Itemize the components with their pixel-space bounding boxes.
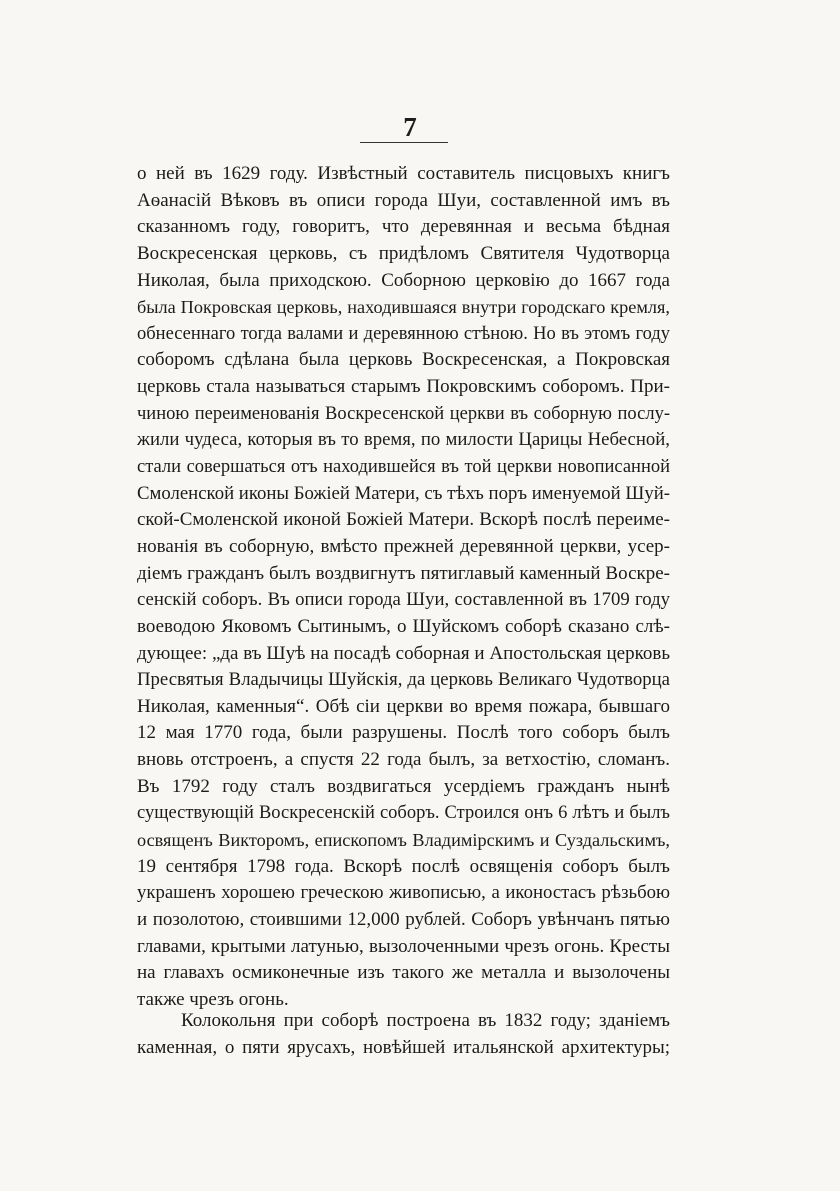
text-line: 12 мая 1770 года, были разрушены. Послѣ того соборъ былъ	[137, 722, 670, 744]
text-line: вновь отстроенъ, а спустя 22 года былъ, за ветхостію, сломанъ.	[137, 749, 670, 771]
text-line: украшенъ хорошею греческою живописью, а иконостасъ рѣзьбою	[137, 882, 670, 904]
text-line: Аѳанасій Вѣковъ въ описи города Шуи, составленной имъ въ	[137, 189, 670, 211]
paragraph-1	[137, 161, 670, 1014]
text-line: главами, крытыми латунью, вызолоченными чрезъ огонь. Кресты	[137, 935, 670, 957]
text-line: 19 сентября 1798 года. Вскорѣ послѣ освященія соборъ былъ	[137, 855, 670, 877]
page-number-rule	[360, 142, 448, 143]
text-line: сенскій соборъ. Въ описи города Шуи, составленной въ 1709 году	[137, 589, 670, 611]
text-line: Въ 1792 году сталъ воздвигаться усердіемъ гражданъ нынѣ	[137, 775, 670, 797]
text-line: на главахъ осмиконечные изъ такого же металла и вызолочены	[137, 962, 670, 984]
text-line: Смоленской иконы Божіей Матери, съ тѣхъ поръ именуемой Шуй-	[137, 482, 670, 504]
text-line: сказанномъ году, говоритъ, что деревянная и весьма бѣдная	[137, 216, 670, 238]
text-line: Воскресенская церковь, съ придѣломъ Святителя Чудотворца	[137, 242, 670, 264]
text-line: Николая, была приходскою. Соборною церковію до 1667 года	[137, 269, 670, 291]
text-line: была Покровская церковь, находившаяся внутри городскаго кремля,	[137, 297, 670, 318]
text-line: Пресвятыя Владычицы Шуйскія, да церковь Великаго Чудотворца	[137, 669, 670, 691]
text-line: соборомъ сдѣлана была церковь Воскресенская, а Покровская	[137, 349, 670, 371]
text-line: діемъ гражданъ былъ воздвигнутъ пятиглавый каменный Воскре-	[137, 562, 670, 584]
text-line: каменная, о пяти ярусахъ, новѣйшей итальянской архитектуры;	[137, 1036, 670, 1058]
text-line: и позолотою, стоившими 12,000 рублей. Соборъ увѣнчанъ пятью	[137, 908, 670, 930]
page-number: 7	[403, 112, 417, 142]
text-line: стали совершаться отъ находившейся въ той церкви новописанной	[137, 457, 670, 478]
text-line: Колокольня при соборѣ построена въ 1832 году; зданіемъ	[181, 1010, 670, 1031]
text-line: жили чудеса, которыя въ то время, по милости Царицы Небесной,	[137, 429, 670, 451]
text-line: о ней въ 1629 году. Извѣстный составитель писцовыхъ книгъ	[137, 163, 670, 184]
text-line: ской-Смоленской иконой Божіей Матери. Вскорѣ послѣ переиме-	[137, 509, 670, 531]
text-line: церковь стала называться старымъ Покровскимъ соборомъ. При-	[137, 376, 670, 398]
text-line: Николая, каменныя“. Обѣ сіи церкви во время пожара, бывшаго	[137, 695, 670, 717]
text-line: также чрезъ огонь.	[137, 988, 289, 1010]
text-line: дующее: „да въ Шуѣ на посадѣ соборная и Апостольская церковь	[137, 642, 670, 664]
text-line: воеводою Яковомъ Сытинымъ, о Шуйскомъ соборѣ сказано слѣ-	[137, 615, 670, 637]
text-line: нованія въ соборную, вмѣсто прежней деревянной церкви, усер-	[137, 535, 670, 557]
text-line: освященъ Викторомъ, епископомъ Владимірскимъ и Суздальскимъ,	[137, 830, 670, 851]
text-line: существующій Воскресенскій соборъ. Строился онъ 6 лѣтъ и былъ	[137, 803, 670, 824]
text-line: обнесеннаго тогда валами и деревянною стѣною. Но въ этомъ году	[137, 323, 670, 344]
text-line: чиною переименованія Воскресенской церкви въ соборную послу-	[137, 403, 670, 424]
paragraph-2	[137, 1008, 670, 1061]
